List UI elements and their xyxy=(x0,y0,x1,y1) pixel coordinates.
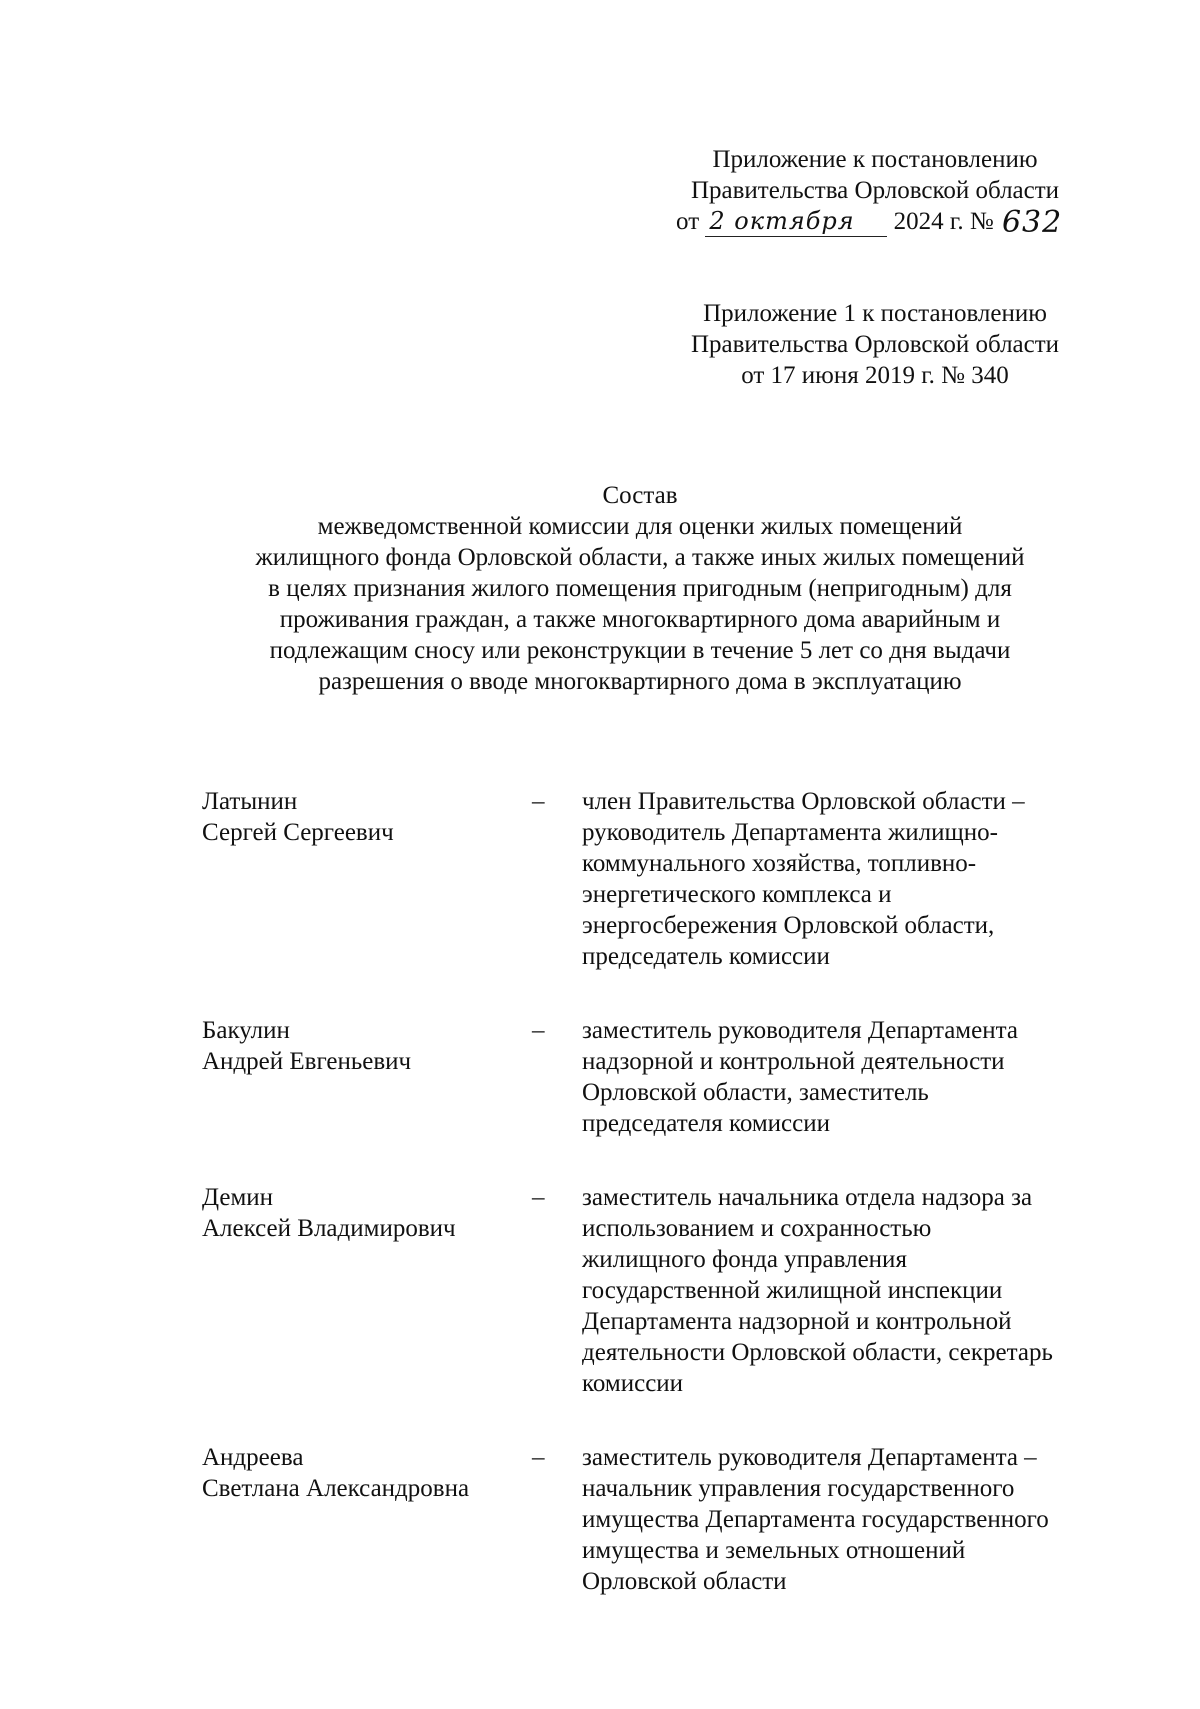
role-line: председателя комиссии xyxy=(582,1110,830,1137)
member-surname: Бакулин xyxy=(202,1017,290,1044)
member-given-names: Светлана Александровна xyxy=(202,1475,470,1502)
role-line: государственной жилищной инспекции xyxy=(582,1277,1003,1304)
role-line: заместитель начальника отдела надзора за xyxy=(582,1184,1033,1211)
member-surname: Андреева xyxy=(202,1444,304,1471)
member-surname: Демин xyxy=(202,1184,274,1211)
document-title xyxy=(200,480,1080,697)
appendix-header-current xyxy=(640,144,1110,240)
member-role xyxy=(582,1182,1092,1399)
number-field xyxy=(1000,205,1074,240)
role-line: имущества Департамента государственного xyxy=(582,1506,1049,1533)
handwritten-date: 2 октября xyxy=(709,207,855,235)
appendix-line: от 17 июня 2019 г. № 340 xyxy=(741,362,1009,389)
member-entry xyxy=(202,786,1102,972)
date-field xyxy=(705,207,887,237)
role-line: использованием и сохранностью xyxy=(582,1215,932,1242)
title-line: в целях признания жилого помещения пригодным (непригодным) для xyxy=(268,575,1012,602)
appendix-line: Правительства Орловской области xyxy=(690,177,1060,204)
member-given-names: Сергей Сергеевич xyxy=(202,819,394,846)
role-line: комиссии xyxy=(582,1370,684,1397)
member-role xyxy=(582,1442,1092,1597)
appendix-line: Правительства Орловской области xyxy=(690,331,1060,358)
role-line: деятельности Орловской области, секретарь xyxy=(582,1339,1053,1366)
role-line: председатель комиссии xyxy=(582,943,830,970)
role-line: заместитель руководителя Департамента xyxy=(582,1017,1018,1044)
member-dash: – xyxy=(532,1184,545,1211)
title-line: межведомственной комиссии для оценки жилых помещений xyxy=(317,513,963,540)
member-entry xyxy=(202,1015,1102,1139)
role-line: энергосбережения Орловской области, xyxy=(582,912,995,939)
appendix-date-line xyxy=(640,205,1110,240)
member-name xyxy=(202,1182,532,1399)
handwritten-number: 632 xyxy=(1001,205,1063,240)
appendix-line: Приложение к постановлению xyxy=(712,146,1038,173)
title-line: проживания граждан, а также многоквартирного дома аварийным и xyxy=(279,606,1001,633)
role-line: Орловской области, заместитель xyxy=(582,1079,929,1106)
member-name xyxy=(202,1015,532,1139)
member-entry xyxy=(202,1442,1102,1597)
member-given-names: Алексей Владимирович xyxy=(202,1215,456,1242)
role-line: заместитель руководителя Департамента – xyxy=(582,1444,1037,1471)
role-line: коммунального хозяйства, топливно- xyxy=(582,850,977,877)
member-name xyxy=(202,1442,532,1597)
role-line: начальник управления государственного xyxy=(582,1475,1015,1502)
member-given-names: Андрей Евгеньевич xyxy=(202,1048,412,1075)
title-line: разрешения о вводе многоквартирного дома в эксплуатацию xyxy=(318,668,962,695)
member-entry xyxy=(202,1182,1102,1399)
title-line: подлежащим сносу или реконструкции в течение 5 лет со дня выдачи xyxy=(269,637,1011,664)
role-line: Департамента надзорной и контрольной xyxy=(582,1308,1012,1335)
role-line: Орловской области xyxy=(582,1568,787,1595)
title-line: жилищного фонда Орловской области, а также иных жилых помещений xyxy=(255,544,1025,571)
appendix-header-original xyxy=(640,298,1110,391)
role-line: руководитель Департамента жилищно- xyxy=(582,819,998,846)
appendix-line: Приложение 1 к постановлению xyxy=(703,300,1047,327)
member-dash: – xyxy=(532,1017,545,1044)
role-line: имущества и земельных отношений xyxy=(582,1537,966,1564)
role-line: жилищного фонда управления xyxy=(582,1246,907,1273)
from-label: от xyxy=(676,208,700,235)
member-role xyxy=(582,786,1092,972)
member-role xyxy=(582,1015,1092,1139)
member-name xyxy=(202,786,532,972)
year-label: 2024 г. № xyxy=(893,208,994,235)
member-dash: – xyxy=(532,788,545,815)
role-line: надзорной и контрольной деятельности xyxy=(582,1048,1005,1075)
role-line: энергетического комплекса и xyxy=(582,881,892,908)
member-dash: – xyxy=(532,1444,545,1471)
title-heading: Состав xyxy=(602,482,678,509)
commission-members-list xyxy=(202,786,1102,1640)
role-line: член Правительства Орловской области – xyxy=(582,788,1025,815)
member-surname: Латынин xyxy=(202,788,298,815)
